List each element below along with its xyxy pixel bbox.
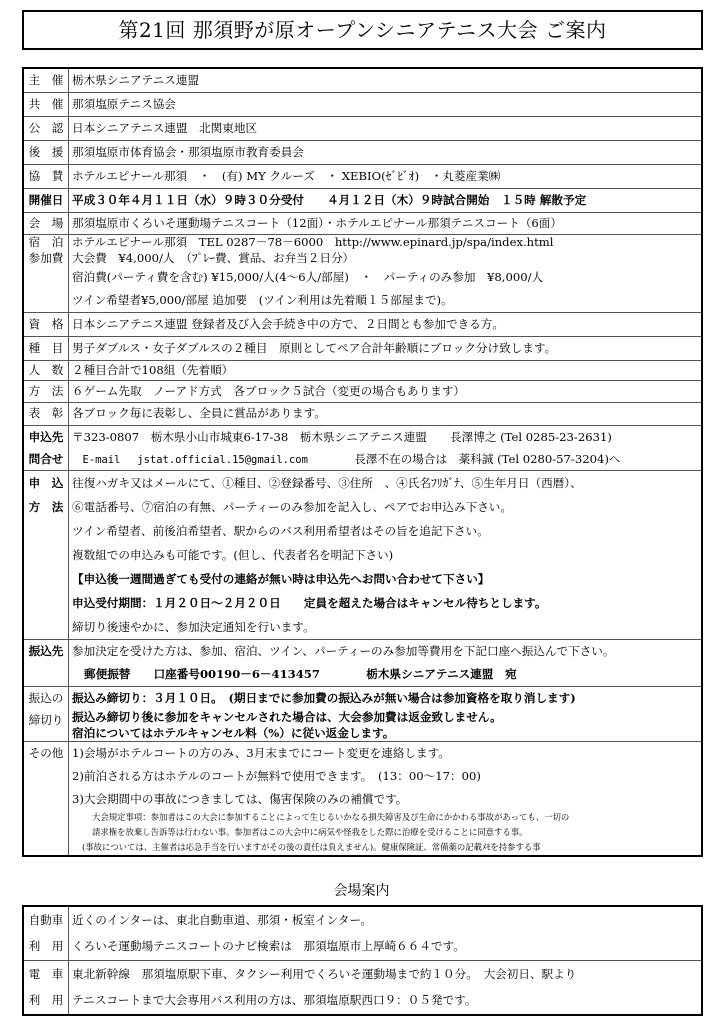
- payment-cell: [69, 639, 703, 686]
- train-cell: [69, 961, 703, 1016]
- other-line: 3)大会期間中の事故につきましては、傷害保険のみの補償です。: [72, 791, 408, 806]
- application-line: 【申込後一週間過ぎても受付の連絡が無い時は申込先へお問い合わせて下さい】: [72, 571, 490, 586]
- application-line: ツイン希望者、前後泊希望者、駅からのバス利用希望者はその旨を追記下さい。: [72, 523, 489, 538]
- rules-note: (事故については、主催者は応急手当を行いますがその後の責任は負えません)。健康保険証、常備薬の記載ﾒﾓを持参する事: [82, 841, 541, 852]
- lodging-fee-cell: [69, 234, 703, 312]
- deadline-label: 振込の 締切り: [23, 686, 69, 741]
- row-label: 人 数: [23, 360, 69, 380]
- deadline-line: 振込み締切り：３月１０日。 (期日までに参加費の振込みが無い場合は参加資格を取り消します): [72, 690, 576, 705]
- application-line: 締切り後速やかに、参加決定通知を行います。: [72, 619, 315, 634]
- car-line: 近くのインターは、東北自動車道、那須・板室インター。: [72, 913, 373, 927]
- fee-label: 参加費: [28, 250, 64, 265]
- contact-email-line: E-mail jstat.official.15@gmail.com 長澤不在の場合は 薬科誠 (Tel 0280-57-3204)へ: [72, 451, 621, 466]
- row-value: 那須塩原テニス協会: [69, 92, 703, 116]
- application-period: 申込受付期間：１月２０日～２月２０日 定員を超えた場合はキャンセル待ちとします。: [72, 595, 547, 610]
- payment-label: 振込先: [23, 639, 69, 686]
- other-cell: [69, 741, 703, 856]
- row-label: 方 法: [23, 380, 69, 402]
- row-value: 日本シニアテニス連盟 北関東地区: [69, 116, 703, 140]
- train-label: 電 車 利 用: [23, 961, 69, 1016]
- row-label: 後 援: [23, 140, 69, 164]
- application-line: 往復ハガキ又はメールにて、①種目、②登録番号、③住所 、④氏名ﾌﾘｶﾞﾅ、⑤生年月日（西暦）、: [72, 475, 582, 490]
- deadline-line: 振込み締切り後に参加をキャンセルされた場合は、大会参加費は返金致しません。: [72, 709, 502, 724]
- application-label: 申 込 方 法: [23, 470, 69, 639]
- payment-line: 参加決定を受けた方は、参加、宿泊、ツイン、パーティーのみ参加等費用を下記口座へ振込んで下さい。: [72, 643, 615, 658]
- rules-note: 請求権を放棄し告訴等は行わない事。参加者はこの大会中に病気や怪我をした際に治療を受けることに同意する事。: [92, 826, 528, 837]
- row-value: 栃木県シニアテニス連盟: [69, 68, 703, 92]
- row-label: 会 場: [23, 212, 69, 234]
- contact-email[interactable]: E-mail jstat.official.15@gmail.com: [72, 453, 308, 466]
- row-value: ホテルエピナール那須 ・ (有) MY クルーズ ・ XEBIO(ｾﾞﾋﾞｵ) ・丸菱産業㈱: [69, 164, 703, 188]
- deadline-line: 宿泊についてはホテルキャンセル料（%）に従い返金します。: [72, 725, 395, 740]
- other-line: 1)会場がホテルコートの方のみ、3月末までにコート変更を連絡します。: [72, 745, 450, 760]
- application-line: 複数組での申込みも可能です。(但し、代表者名を明記下さい): [72, 547, 394, 562]
- lodging-label: 宿 泊: [28, 234, 64, 249]
- car-cell: [69, 906, 703, 961]
- venue-section-title: 会場案内: [333, 883, 390, 899]
- row-label: 表 彰: [23, 402, 69, 425]
- car-label: 自動車 利 用: [23, 906, 69, 961]
- car-line: くろいそ運動場テニスコートのナビ検索は 那須塩原市上厚崎６６４です。: [72, 939, 465, 953]
- row-value: ２種目合計で108組（先着順）: [69, 360, 703, 380]
- event-date: 平成３０年４月１１日（水）９時３０分受付 ４月１２日（木）９時試合開始 １５時 解散予定: [69, 188, 703, 212]
- row-label: 共 催: [23, 92, 69, 116]
- fee-line: 大会費 ¥4,000/人 （ﾌﾟﾚｰ費、賞品、お弁当２日分）: [72, 250, 355, 265]
- application-line: ⑥電話番号、⑦宿泊の有無、パーティーのみ参加を記入し、ペアでお申込み下さい。: [72, 499, 512, 514]
- other-line: 2)前泊される方はホテルのコートが無料で使用できます。 (13：00～17：00): [72, 768, 481, 783]
- contact-address: 〒323-0807 栃木県小山市城東6-17-38 栃木県シニアテニス連盟 長澤博之 (Tel 0285-23-2631): [72, 429, 612, 444]
- row-value: 那須塩原市体育協会・那須塩原市教育委員会: [69, 140, 703, 164]
- row-value: ６ゲーム先取 ノーアド方式 各ブロック５試合（変更の場合もあります）: [69, 380, 703, 402]
- application-cell: [69, 470, 703, 639]
- fee-line: 宿泊費(パーティ費を含む) ¥15,000/人(4～6人/部屋) ・ パーティのみ参加 ¥8,000/人: [72, 269, 544, 284]
- row-label: 協 賛: [23, 164, 69, 188]
- row-value: 男子ダブルス・女子ダブルスの２種目 原則としてペア合計年齢順にブロック分け致します。: [69, 336, 703, 360]
- train-line: テニスコートまで大会専用バス利用の方は、那須塩原駅西口９：０５発です。: [72, 993, 477, 1007]
- train-line: 東北新幹線 那須塩原駅下車、タクシー利用でくろいそ運動場まで約１０分。 大会初日、駅より: [72, 967, 577, 981]
- venue-info-table: [22, 905, 703, 1016]
- row-label: 資 格: [23, 312, 69, 336]
- row-value: 各ブロック毎に表彰し、全員に賞品があります。: [69, 402, 703, 425]
- deadline-cell: [69, 686, 703, 741]
- row-label: 開催日: [23, 188, 69, 212]
- row-label: [23, 234, 69, 312]
- row-label: 主 催: [23, 68, 69, 92]
- fee-line: ツイン希望者¥5,000/部屋 追加要 (ツイン利用は先着順１５部屋まで)。: [72, 292, 453, 307]
- page-title: 第21回 那須野が原オープンシニアテニス大会 ご案内: [22, 10, 703, 50]
- event-info-table: [22, 67, 703, 857]
- row-value: 日本シニアテニス連盟 登録者及び入会手続き中の方で、２日間とも参加できる方。: [69, 312, 703, 336]
- hotel-info: ホテルエピナール那須 TEL 0287－78－6000 http://www.epinard.jp/spa/index.html: [72, 234, 554, 249]
- contact-label: 申込先 問合せ: [23, 425, 69, 470]
- other-label: その他: [23, 741, 69, 856]
- row-label: 公 認: [23, 116, 69, 140]
- row-label: 種 目: [23, 336, 69, 360]
- rules-note: 大会規定事項：参加者はこの大会に参加することによって生じるいかなる損失障害及び生命にかかわる事故があっても、一切の: [92, 811, 570, 822]
- payment-account: 郵便振替 口座番号00190－6－413457 栃木県シニアテニス連盟 宛: [84, 666, 517, 681]
- venue-value: 那須塩原市くろいそ運動場テニスコート（12面）・ホテルエピナール那須テニスコート（6面）: [69, 212, 703, 234]
- contact-cell: [69, 425, 703, 470]
